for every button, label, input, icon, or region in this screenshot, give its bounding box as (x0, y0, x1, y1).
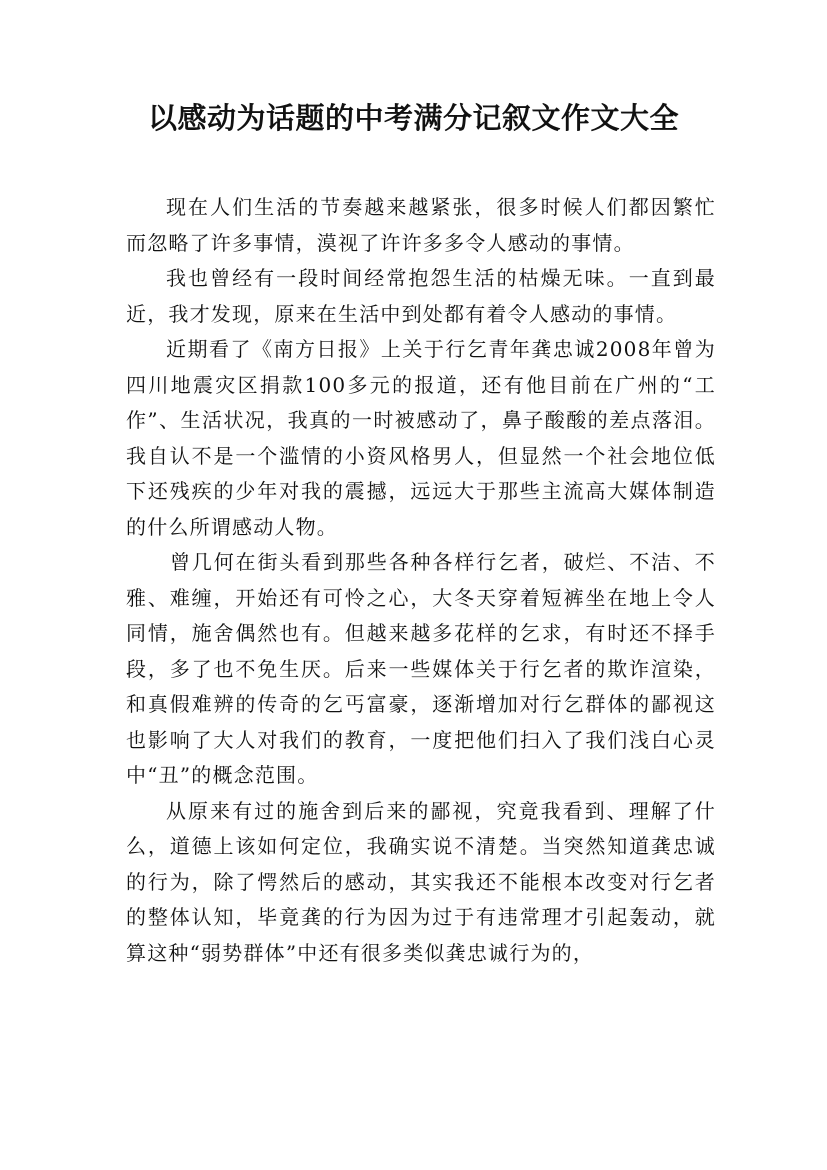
document-body (126, 190, 716, 971)
paragraph-1: 现在人们生活的节奏越来越紧张，很多时候人们都因繁忙而忽略了许多事情，漠视了许许多多令人感动的事情。 (126, 195, 716, 255)
paragraph-3: 近期看了《南方日报》上关于行乞青年龚忠诚2008年曾为四川地震灾区捐款100多元的报道，还有他目前在广州的“工作”、生活状况，我真的一时被感动了，鼻子酸酸的差点落泪。我自认不是一个滥情的小资风格男人，但显然一个社会地位低下还残疾的少年对我的震撼，远远大于那些主流高大媒体制造的什么所谓感动人物。 (126, 337, 716, 539)
paragraph-2: 我也曾经有一段时间经常抱怨生活的枯燥无味。一直到最近，我才发现，原来在生活中到处都有着令人感动的事情。 (126, 266, 716, 326)
document-title: 以感动为话题的中考满分记叙文作文大全 (147, 101, 679, 135)
paragraph-5: 从原来有过的施舍到后来的鄙视，究竟我看到、理解了什么，道德上该如何定位，我确实说不清楚。当突然知道龚忠诚的行为，除了愕然后的感动，其实我还不能根本改变对行乞者的整体认知，毕竟龚的行为因为过于有违常理才引起轰动，就算这种“弱势群体”中还有很多类似龚忠诚行为的， (126, 798, 716, 965)
paragraph-4: 曾几何在街头看到那些各种各样行乞者，破烂、不洁、不雅、难缠，开始还有可怜之心，大冬天穿着短裤坐在地上令人同情，施舍偶然也有。但越来越多花样的乞求，有时还不择手段，多了也不免生厌。后来一些媒体关于行乞者的欺诈渲染，和真假难辨的传奇的乞丐富豪，逐渐增加对行乞群体的鄙视这也影响了大人对我们的教育，一度把他们扫入了我们浅白心灵中“丑”的概念范围。 (126, 550, 716, 787)
